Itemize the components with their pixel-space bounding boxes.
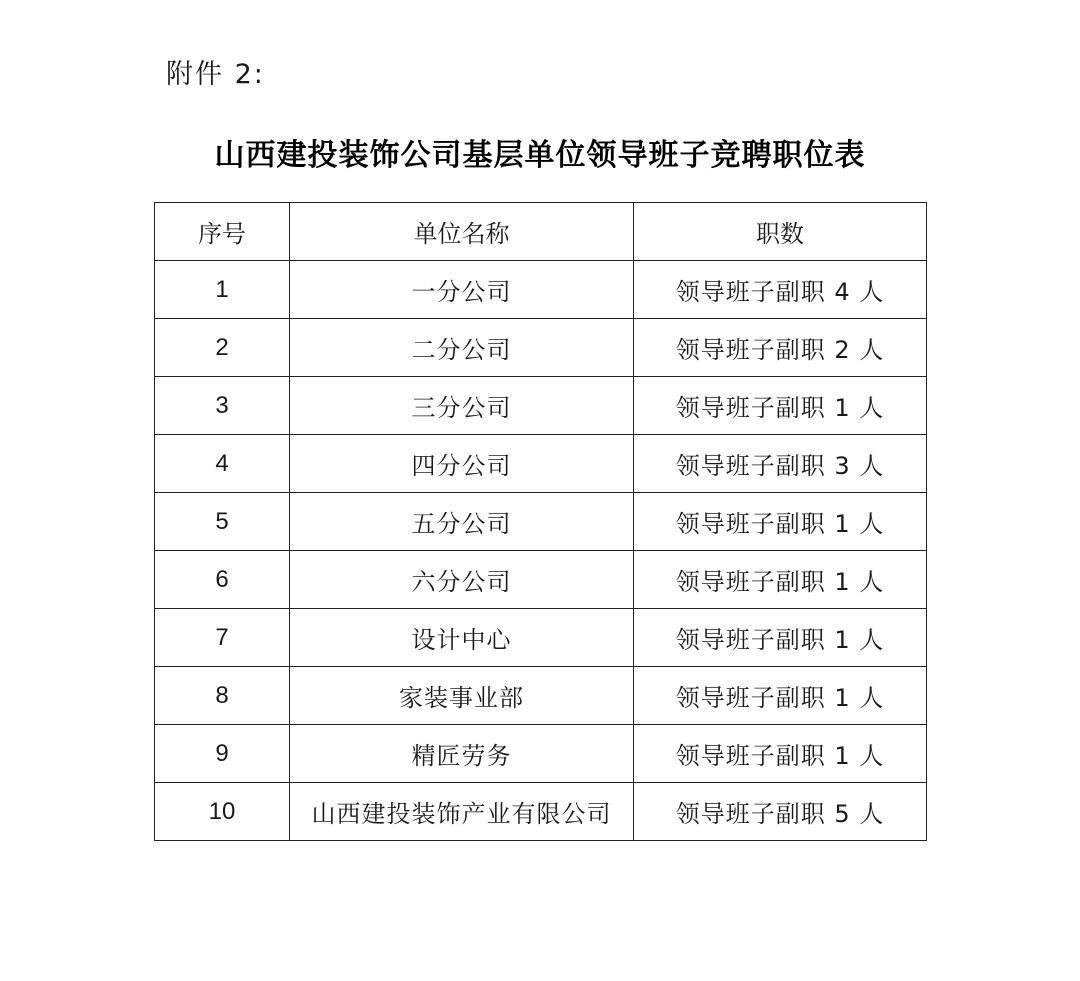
row-unit: 一分公司	[290, 261, 634, 319]
attachment-label: 附件 2:	[166, 59, 265, 90]
table-row	[155, 725, 927, 783]
table-header-row	[155, 203, 927, 261]
row-unit: 六分公司	[290, 551, 634, 609]
row-seq: 4	[155, 435, 290, 493]
row-seq: 2	[155, 319, 290, 377]
document-title: 山西建投装饰公司基层单位领导班子竞聘职位表	[214, 138, 866, 173]
row-count: 领导班子副职 1 人	[634, 609, 927, 667]
table-row	[155, 609, 927, 667]
header-seq: 序号	[155, 203, 290, 261]
row-unit: 精匠劳务	[290, 725, 634, 783]
row-seq: 10	[155, 783, 290, 841]
table-row	[155, 319, 927, 377]
header-count: 职数	[634, 203, 927, 261]
row-seq: 3	[155, 377, 290, 435]
row-count: 领导班子副职 1 人	[634, 551, 927, 609]
row-count: 领导班子副职 3 人	[634, 435, 927, 493]
table-row	[155, 377, 927, 435]
row-unit: 家装事业部	[290, 667, 634, 725]
row-count: 领导班子副职 1 人	[634, 725, 927, 783]
row-count: 领导班子副职 1 人	[634, 377, 927, 435]
table-row	[155, 435, 927, 493]
row-unit: 三分公司	[290, 377, 634, 435]
row-count: 领导班子副职 1 人	[634, 667, 927, 725]
row-unit: 设计中心	[290, 609, 634, 667]
row-unit: 五分公司	[290, 493, 634, 551]
row-seq: 5	[155, 493, 290, 551]
row-count: 领导班子副职 5 人	[634, 783, 927, 841]
row-count: 领导班子副职 1 人	[634, 493, 927, 551]
row-unit: 山西建投装饰产业有限公司	[290, 783, 634, 841]
row-unit: 二分公司	[290, 319, 634, 377]
row-unit: 四分公司	[290, 435, 634, 493]
positions-table	[154, 202, 927, 841]
table-row	[155, 783, 927, 841]
table-row	[155, 261, 927, 319]
table-row	[155, 493, 927, 551]
table-row	[155, 667, 927, 725]
header-unit: 单位名称	[290, 203, 634, 261]
row-seq: 9	[155, 725, 290, 783]
row-seq: 1	[155, 261, 290, 319]
row-count: 领导班子副职 2 人	[634, 319, 927, 377]
table-row	[155, 551, 927, 609]
row-seq: 8	[155, 667, 290, 725]
row-seq: 7	[155, 609, 290, 667]
row-count: 领导班子副职 4 人	[634, 261, 927, 319]
row-seq: 6	[155, 551, 290, 609]
